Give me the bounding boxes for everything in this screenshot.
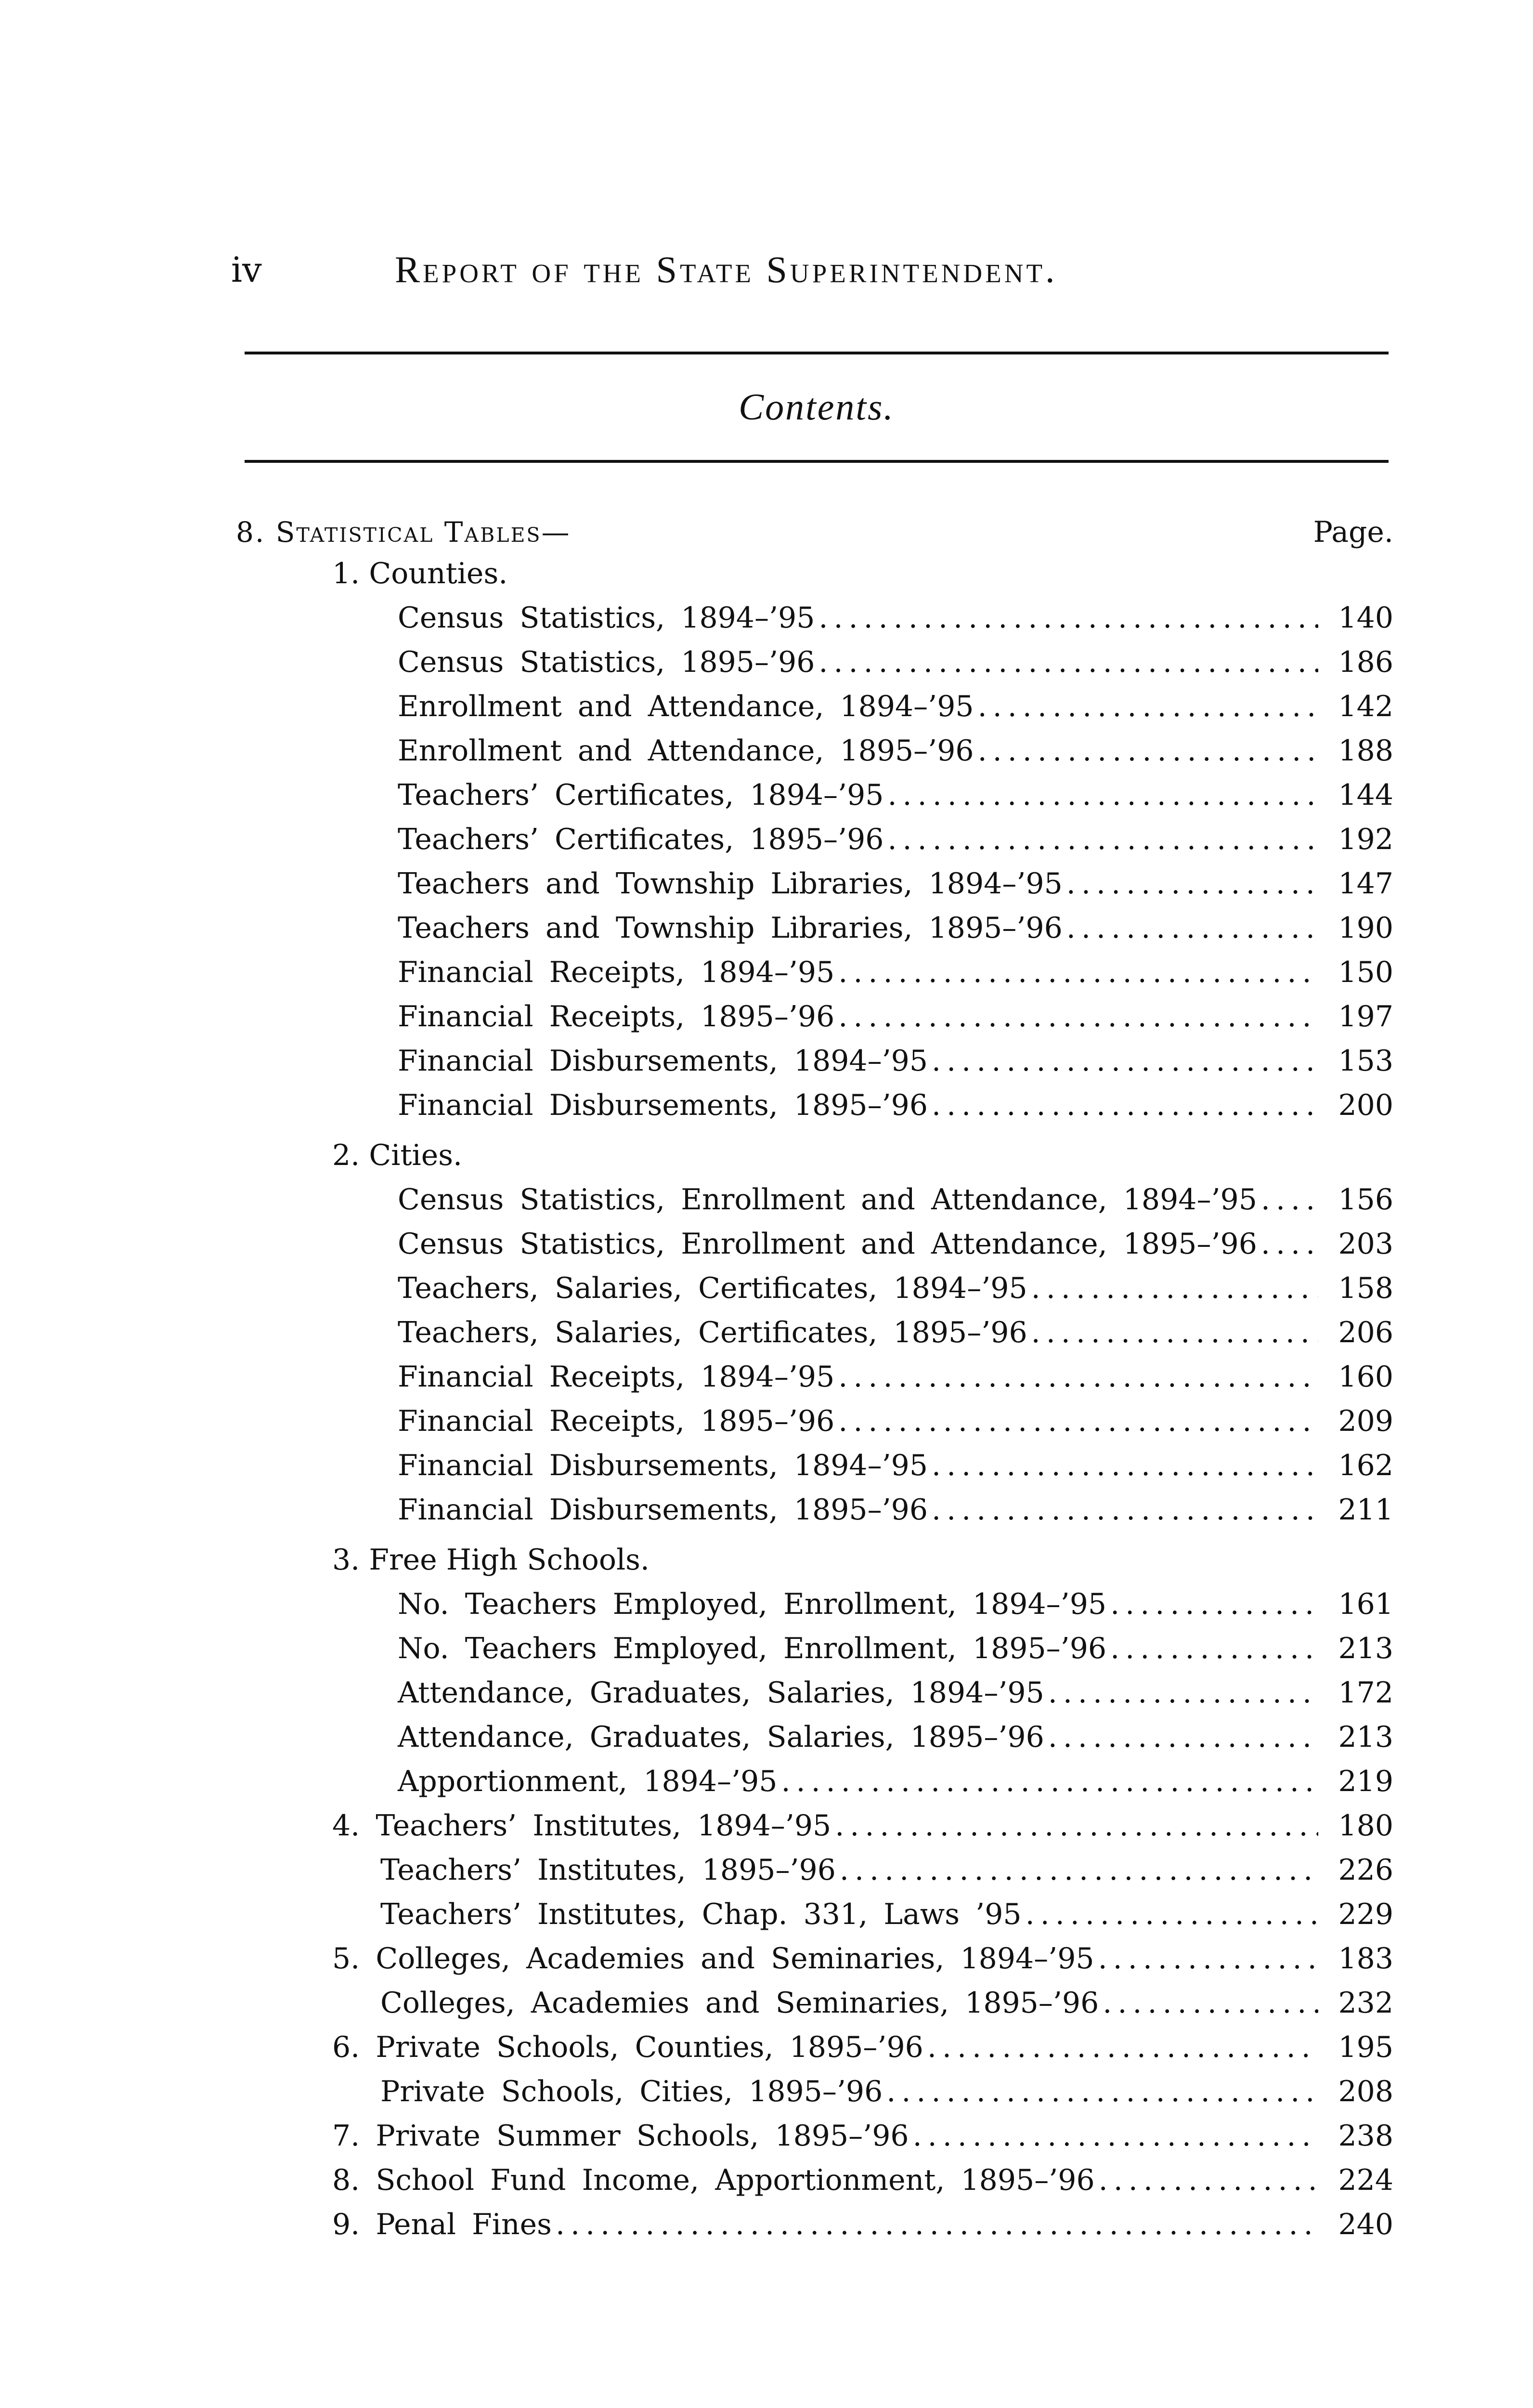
toc-page-number: 172 bbox=[1338, 1676, 1393, 1710]
dot-leader bbox=[556, 2202, 1318, 2247]
toc-entry-label: 5. Colleges, Academies and Seminaries, 1894–’95 bbox=[332, 1942, 1094, 1976]
toc-entry-label: 4. Teachers’ Institutes, 1894–’95 bbox=[332, 1809, 831, 1843]
toc-entry-label: 7. Private Summer Schools, 1895–’96 bbox=[332, 2119, 909, 2153]
dot-leader bbox=[1066, 906, 1318, 950]
dot-leader bbox=[1098, 1937, 1318, 1981]
toc-entry bbox=[332, 1937, 1393, 1981]
dot-leader bbox=[1026, 1892, 1318, 1937]
dot-leader bbox=[1066, 862, 1318, 906]
dot-leader bbox=[887, 773, 1318, 817]
toc-page-number: 211 bbox=[1338, 1493, 1393, 1527]
toc-page-number: 200 bbox=[1338, 1088, 1393, 1122]
toc-entry-label: No. Teachers Employed, Enrollment, 1895–’96 bbox=[398, 1632, 1107, 1665]
toc-entry bbox=[332, 1804, 1393, 1848]
toc-entry bbox=[398, 773, 1393, 817]
dot-leader bbox=[781, 1759, 1318, 1804]
toc-entry-label: 6. Private Schools, Counties, 1895–’96 bbox=[332, 2030, 923, 2064]
dot-leader bbox=[1099, 2158, 1318, 2202]
toc-entry-label: Teachers’ Institutes, 1895–’96 bbox=[380, 1853, 836, 1887]
section-heading bbox=[236, 508, 1393, 556]
toc-page-number: 240 bbox=[1338, 2208, 1393, 2241]
toc-page-number: 224 bbox=[1338, 2163, 1393, 2197]
toc-entry bbox=[332, 2025, 1393, 2069]
toc-page-number: 226 bbox=[1338, 1853, 1393, 1887]
toc-page-number: 160 bbox=[1338, 1360, 1393, 1394]
dot-leader bbox=[1048, 1715, 1318, 1759]
toc-entry-label: Teachers’ Certificates, 1895–’96 bbox=[398, 823, 884, 856]
toc-entry-label: 8. School Fund Income, Apportionment, 1895–’96 bbox=[332, 2163, 1095, 2197]
toc-entry bbox=[398, 1715, 1393, 1759]
dot-leader bbox=[1261, 1222, 1318, 1266]
dot-leader bbox=[835, 1804, 1318, 1848]
toc-entry bbox=[398, 817, 1393, 862]
toc-page-number: 195 bbox=[1338, 2030, 1393, 2064]
toc-entry bbox=[380, 1892, 1393, 1937]
toc-entry bbox=[398, 684, 1393, 729]
toc-entry bbox=[398, 1178, 1393, 1222]
toc-page-number: 208 bbox=[1338, 2075, 1393, 2108]
toc-entry-label: Private Schools, Cities, 1895–’96 bbox=[380, 2075, 883, 2108]
toc-page-number: 203 bbox=[1338, 1227, 1393, 1261]
toc-entry-label: Financial Disbursements, 1895–’96 bbox=[398, 1493, 928, 1527]
toc-entry bbox=[332, 2158, 1393, 2202]
toc-entry bbox=[398, 729, 1393, 773]
toc-page-number: 186 bbox=[1338, 645, 1393, 679]
dot-leader bbox=[886, 2069, 1318, 2114]
toc-entry-label: Census Statistics, 1894–’95 bbox=[398, 601, 815, 635]
toc-entry-label: Teachers and Township Libraries, 1894–’95 bbox=[398, 867, 1063, 901]
top-rule bbox=[245, 352, 1389, 354]
toc-entry bbox=[398, 1310, 1393, 1355]
dot-leader bbox=[1261, 1178, 1318, 1222]
toc-page-number: 213 bbox=[1338, 1720, 1393, 1754]
dot-leader bbox=[838, 1355, 1318, 1399]
toc-page-number: 188 bbox=[1338, 734, 1393, 768]
toc-entry bbox=[380, 2069, 1393, 2114]
toc-entry bbox=[398, 906, 1393, 950]
toc-page-number: 209 bbox=[1338, 1404, 1393, 1438]
dot-leader bbox=[818, 640, 1318, 684]
toc-page-number: 161 bbox=[1338, 1587, 1393, 1621]
toc-entry-label: Financial Receipts, 1895–’96 bbox=[398, 1000, 835, 1034]
toc-entry bbox=[398, 862, 1393, 906]
dot-leader bbox=[932, 1443, 1318, 1488]
dot-leader bbox=[1103, 1981, 1318, 2025]
dot-leader bbox=[913, 2114, 1318, 2158]
toc-entry-label: Census Statistics, Enrollment and Attendance, 1895–’96 bbox=[398, 1227, 1257, 1261]
toc-entry bbox=[398, 1626, 1393, 1671]
page-header bbox=[231, 246, 1387, 299]
toc-entry bbox=[398, 1759, 1393, 1804]
toc-entry-label: Colleges, Academies and Seminaries, 1895–’96 bbox=[380, 1986, 1099, 2020]
toc-entry bbox=[398, 596, 1393, 640]
toc-page-number: 158 bbox=[1338, 1271, 1393, 1305]
toc-page-number: 232 bbox=[1338, 1986, 1393, 2020]
dot-leader bbox=[932, 1039, 1318, 1083]
toc-entry bbox=[398, 995, 1393, 1039]
toc-entry bbox=[398, 1222, 1393, 1266]
toc-page-number: 190 bbox=[1338, 911, 1393, 945]
toc-entry bbox=[398, 1488, 1393, 1532]
dot-leader bbox=[1110, 1582, 1318, 1626]
dot-leader bbox=[1031, 1310, 1318, 1355]
toc-entry bbox=[332, 2114, 1393, 2158]
toc-group-title: 2. Cities. bbox=[332, 1139, 463, 1172]
page-number: iv bbox=[231, 249, 262, 290]
dot-leader bbox=[1048, 1671, 1318, 1715]
toc-entry-label: 9. Penal Fines bbox=[332, 2208, 552, 2241]
dot-leader bbox=[887, 817, 1318, 862]
toc-page-number: 183 bbox=[1338, 1942, 1393, 1976]
toc-page-number: 144 bbox=[1338, 778, 1393, 812]
toc-entry-label: Census Statistics, 1895–’96 bbox=[398, 645, 815, 679]
bottom-rule bbox=[245, 460, 1389, 463]
toc-entry bbox=[398, 950, 1393, 995]
toc-entry bbox=[398, 1443, 1393, 1488]
toc-entry-label: Teachers’ Institutes, Chap. 331, Laws ’95 bbox=[380, 1898, 1022, 1931]
dot-leader bbox=[838, 950, 1318, 995]
toc-page-number: 150 bbox=[1338, 955, 1393, 989]
dot-leader bbox=[1031, 1266, 1318, 1310]
toc-entry bbox=[398, 1582, 1393, 1626]
toc-page-number: 219 bbox=[1338, 1765, 1393, 1798]
toc-page-number: 147 bbox=[1338, 867, 1393, 901]
toc-entry bbox=[398, 1671, 1393, 1715]
toc-page-number: 180 bbox=[1338, 1809, 1393, 1843]
dot-leader bbox=[927, 2025, 1318, 2069]
toc-entry bbox=[398, 640, 1393, 684]
dot-leader bbox=[818, 596, 1318, 640]
dot-leader bbox=[1110, 1626, 1318, 1671]
toc-entry bbox=[380, 1981, 1393, 2025]
toc-entry-label: Census Statistics, Enrollment and Attendance, 1894–’95 bbox=[398, 1183, 1257, 1217]
toc-entry-label: Financial Receipts, 1894–’95 bbox=[398, 1360, 835, 1394]
toc-entry-label: Teachers and Township Libraries, 1895–’96 bbox=[398, 911, 1063, 945]
toc-entry-label: Apportionment, 1894–’95 bbox=[398, 1765, 778, 1798]
toc-entry-label: Financial Receipts, 1894–’95 bbox=[398, 955, 835, 989]
toc-entry bbox=[398, 1399, 1393, 1443]
toc-page-number: 192 bbox=[1338, 823, 1393, 856]
toc-page-number: 229 bbox=[1338, 1898, 1393, 1931]
toc-group-title: 3. Free High Schools. bbox=[332, 1543, 650, 1577]
toc-page-number: 142 bbox=[1338, 690, 1393, 723]
section-title: 8. Statistical Tables— bbox=[236, 516, 571, 549]
toc-entry-label: Enrollment and Attendance, 1895–’96 bbox=[398, 734, 974, 768]
toc-entry bbox=[332, 2202, 1393, 2247]
toc-page-number: 197 bbox=[1338, 1000, 1393, 1034]
toc-entry bbox=[398, 1266, 1393, 1310]
dot-leader bbox=[932, 1488, 1318, 1532]
toc-page-number: 206 bbox=[1338, 1316, 1393, 1349]
toc-entry-label: Teachers, Salaries, Certificates, 1895–’96 bbox=[398, 1316, 1027, 1349]
dot-leader bbox=[932, 1083, 1318, 1127]
page-column-label: Page. bbox=[1313, 515, 1393, 549]
toc-entry-label: No. Teachers Employed, Enrollment, 1894–’95 bbox=[398, 1587, 1107, 1621]
dot-leader bbox=[838, 995, 1318, 1039]
toc-entry-label: Financial Disbursements, 1894–’95 bbox=[398, 1044, 928, 1078]
toc-entry-label: Financial Receipts, 1895–’96 bbox=[398, 1404, 835, 1438]
toc-entry bbox=[398, 1355, 1393, 1399]
toc-entry-label: Financial Disbursements, 1895–’96 bbox=[398, 1088, 928, 1122]
contents-heading: Contents. bbox=[739, 386, 895, 428]
toc-page-number: 213 bbox=[1338, 1632, 1393, 1665]
dot-leader bbox=[978, 729, 1318, 773]
dot-leader bbox=[978, 684, 1318, 729]
toc-page-number: 162 bbox=[1338, 1449, 1393, 1482]
toc-entry-label: Attendance, Graduates, Salaries, 1895–’96 bbox=[398, 1720, 1044, 1754]
toc-entry-label: Financial Disbursements, 1894–’95 bbox=[398, 1449, 928, 1482]
toc-group-title: 1. Counties. bbox=[332, 557, 508, 590]
toc-entry-label: Attendance, Graduates, Salaries, 1894–’95 bbox=[398, 1676, 1044, 1710]
toc-entry bbox=[398, 1039, 1393, 1083]
toc-page-number: 153 bbox=[1338, 1044, 1393, 1078]
toc-page-number: 238 bbox=[1338, 2119, 1393, 2153]
dot-leader bbox=[840, 1848, 1318, 1892]
toc-page-number: 140 bbox=[1338, 601, 1393, 635]
toc-entry-label: Teachers, Salaries, Certificates, 1894–’95 bbox=[398, 1271, 1027, 1305]
toc-entry bbox=[398, 1083, 1393, 1127]
toc-entry-label: Teachers’ Certificates, 1894–’95 bbox=[398, 778, 884, 812]
toc-entry-label: Enrollment and Attendance, 1894–’95 bbox=[398, 690, 974, 723]
toc-entry bbox=[380, 1848, 1393, 1892]
toc-page-number: 156 bbox=[1338, 1183, 1393, 1217]
running-title: Report of the State Superintendent. bbox=[395, 249, 1058, 290]
dot-leader bbox=[838, 1399, 1318, 1443]
